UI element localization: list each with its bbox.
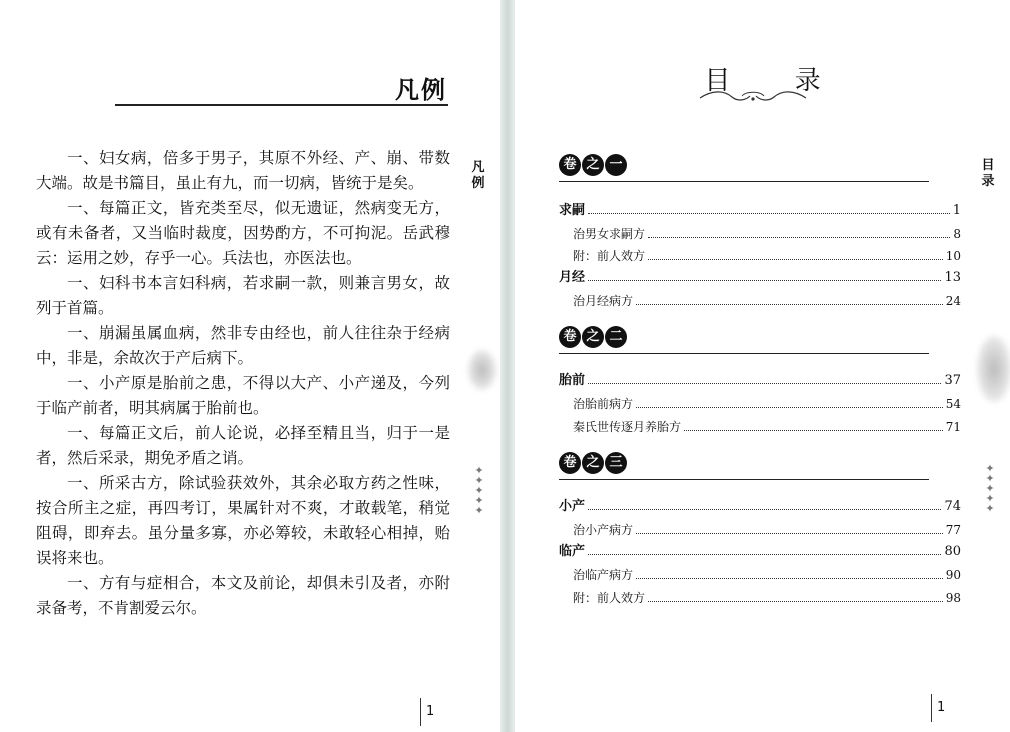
side-tab-char: 凡 [471, 160, 485, 175]
scan-smudge [468, 350, 496, 390]
volume-badge [559, 452, 929, 474]
side-tab-char: 例 [471, 176, 485, 191]
paragraph: 一、小产原是胎前之患，不得以大产、小产递及，今列于临产前者，明其病属于胎前也。 [36, 374, 450, 417]
page-title: 目 录 [704, 66, 849, 96]
volume-badge [559, 326, 929, 348]
toc-leader [648, 237, 950, 238]
scan-smudge [977, 336, 1010, 402]
toc-entry[interactable] [573, 225, 961, 243]
paragraph: 一、妇科书本言妇科病，若求嗣一款，则兼言男女，故列于首篇。 [36, 274, 450, 317]
toc-label: 小产 [559, 499, 586, 514]
toc-leader [648, 601, 943, 602]
volume-badge-char: 之 [582, 154, 604, 176]
ornament-icon: ✦ ✦ ✦ ✦ ✦ [985, 462, 995, 515]
toc-label: 治小产病方 [573, 523, 634, 537]
toc-page: 90 [945, 568, 961, 582]
toc-label: 治胎前病方 [573, 397, 634, 411]
page-number: 1 [937, 700, 946, 715]
toc-page: 98 [945, 591, 961, 605]
paragraph: 一、所采古方，除试验获效外，其余必取方药之性味，按合所主之症，再四考订，果属针对不爽，才敢载笔，稍觉阻碍，即弃去。虽分量多寡，亦必筹较，未敢轻心相掉，贻误将来也。 [36, 474, 450, 567]
paragraph: 一、方有与症相合，本文及前论，却俱未引及者，亦附录备考，不肯割爱云尔。 [36, 574, 450, 617]
paragraph: 一、崩漏虽属血病，然非专由经也，前人往往杂于经病中，非是，余故次于产后病下。 [36, 324, 450, 367]
preface-body [36, 146, 450, 621]
toc-page: 13 [944, 270, 961, 285]
volume-badge-char: 二 [605, 326, 627, 348]
toc-label: 秦氏世传逐月养胎方 [573, 420, 682, 434]
toc-entry[interactable] [559, 498, 961, 516]
paragraph: 一、妇女病，倍多于男子，其原不外经、产、崩、带数大端。故是书篇目，虽止有九，而一切病，皆统于是矣。 [36, 149, 450, 192]
toc-label: 治男女求嗣方 [573, 227, 646, 241]
ornament-icon: ✦ ✦ ✦ ✦ ✦ [474, 464, 484, 517]
toc-leader [636, 304, 943, 305]
left-page [0, 0, 500, 732]
toc-page: 77 [945, 523, 961, 537]
toc-leader [648, 259, 943, 260]
volume-badge [559, 154, 929, 176]
toc-page: 54 [945, 397, 961, 411]
toc-entry[interactable] [573, 589, 961, 607]
toc-label: 治月经病方 [573, 294, 634, 308]
volume-rule [559, 479, 929, 480]
volume-heading [559, 326, 929, 348]
toc-label: 求嗣 [559, 203, 586, 218]
volume-badge-char: 之 [582, 452, 604, 474]
volume-badge-char: 卷 [559, 326, 581, 348]
toc-label: 附：前人效方 [573, 591, 646, 605]
book-gutter [500, 0, 515, 732]
side-tab-char: 目 [981, 158, 995, 173]
volume-badge-char: 之 [582, 326, 604, 348]
toc-leader [636, 533, 943, 534]
toc-leader [588, 280, 941, 281]
toc-entry[interactable] [573, 566, 961, 584]
toc-page: 8 [953, 227, 961, 241]
toc-label: 胎前 [559, 373, 586, 388]
toc-entry[interactable] [559, 543, 961, 561]
side-tab [980, 158, 996, 190]
toc-page: 37 [944, 373, 961, 388]
side-tab-char: 录 [981, 174, 995, 189]
volume-rule [559, 353, 929, 354]
page-title: 凡例 [395, 76, 447, 104]
paragraph: 一、每篇正文，皆充类至尽，似无遗证，然病变无方，或有未备者，又当临时裁度，因势酌方，不可拘泥。岳武穆云：运用之妙，存乎一心。兵法也，亦医法也。 [36, 199, 450, 267]
toc-entry[interactable] [559, 269, 961, 287]
toc-entry[interactable] [573, 292, 961, 310]
toc-leader [636, 407, 943, 408]
toc-page: 71 [945, 420, 961, 434]
volume-badge-char: 卷 [559, 452, 581, 474]
volume-badge-char: 一 [605, 154, 627, 176]
toc-leader [684, 430, 943, 431]
toc-page: 74 [944, 499, 961, 514]
paragraph: 一、每篇正文后，前人论说，必择至精且当，归于一是者，然后采录，期免矛盾之诮。 [36, 424, 450, 467]
toc-page: 1 [952, 203, 961, 218]
volume-badge-char: 卷 [559, 154, 581, 176]
toc-entry[interactable] [573, 418, 961, 436]
toc-entry[interactable] [559, 372, 961, 390]
toc-label: 治临产病方 [573, 568, 634, 582]
toc-leader [636, 578, 943, 579]
volume-heading [559, 154, 929, 176]
toc-leader [588, 383, 941, 384]
toc-leader [588, 554, 941, 555]
page-number-bar [420, 698, 421, 726]
volume-heading [559, 452, 929, 474]
right-page [515, 0, 1010, 732]
page-number: 1 [426, 704, 435, 719]
side-tab [470, 160, 486, 192]
toc-entry[interactable] [573, 521, 961, 539]
toc-page: 80 [944, 544, 961, 559]
title-rule [115, 104, 448, 106]
toc-page: 24 [945, 294, 961, 308]
toc-entry[interactable] [559, 202, 961, 220]
toc-leader [588, 509, 941, 510]
toc-label: 月经 [559, 270, 586, 285]
volume-badge-char: 三 [605, 452, 627, 474]
toc-leader [588, 213, 950, 214]
page-number-bar [931, 694, 932, 722]
volume-rule [559, 181, 929, 182]
toc-entry[interactable] [573, 247, 961, 265]
toc-entry[interactable] [573, 395, 961, 413]
flourish-icon [698, 88, 808, 104]
toc-label: 临产 [559, 544, 586, 559]
toc-label: 附：前人效方 [573, 249, 646, 263]
toc-page: 10 [945, 249, 961, 263]
